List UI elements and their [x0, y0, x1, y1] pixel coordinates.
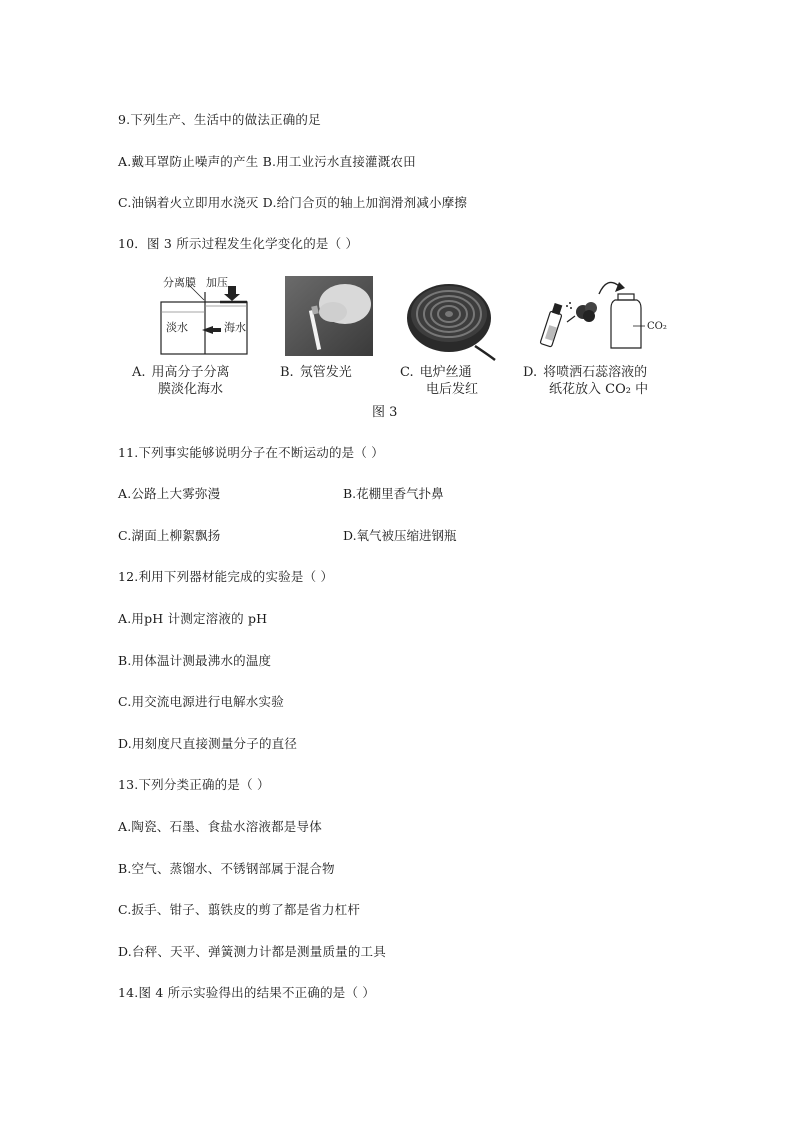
q12-option-a: A.用pH 计测定溶液的 pH: [118, 611, 268, 626]
caption-b: B. 氖管发光: [280, 365, 352, 380]
q12-option-c: C.用交流电源进行电解水实验: [118, 694, 284, 709]
label-membrane: 分离膜: [163, 276, 196, 289]
q13-option-b: B.空气、蒸馏水、不锈钢部属于混合物: [118, 861, 335, 876]
caption-a: A. 用高分子分离 膜淡化海水: [132, 365, 230, 397]
electric-stove-photo: [405, 276, 497, 362]
q13-option-c: C.扳手、钳子、翦铁皮的剪了都是省力杠杆: [118, 902, 361, 917]
caption-d: D. 将喷洒石蕊溶液的 纸花放入 CO₂ 中: [523, 365, 649, 397]
caption-c: C. 电炉丝通 电后发红: [400, 365, 479, 397]
figure-caption: 图 3: [372, 405, 398, 420]
q13-stem: 13.下列分类正确的是（ ）: [118, 777, 270, 792]
figure-3: [130, 272, 675, 422]
q12-option-d: D.用刻度尺直接测量分子的直径: [118, 736, 298, 751]
q11-stem: 11.下列事实能够说明分子在不断运动的是（ ）: [118, 445, 384, 460]
q9-options-line1: A.戴耳罩防止噪声的产生 B.用工业污水直接灌溉农田: [118, 154, 416, 169]
q12-stem: 12.利用下列器材能完成的实验是（ ）: [118, 569, 334, 584]
q11-option-a: A.公路上大雾弥漫: [118, 486, 221, 501]
label-co2: CO₂: [647, 321, 667, 332]
neon-tube-photo: [285, 276, 373, 356]
q10-stem: 10．图 3 所示过程发生化学变化的是（ ）: [118, 236, 359, 251]
q13-option-a: A.陶瓷、石墨、食盐水溶液都是导体: [118, 819, 322, 834]
q13-option-d: D.台秤、天平、弹簧测力计都是测量质量的工具: [118, 944, 386, 959]
q9-options-line2: C.油锅着火立即用水浇灭 D.给门合页的轴上加润滑剂减小摩擦: [118, 195, 468, 210]
q14-stem: 14.图 4 所示实验得出的结果不正确的是（ ）: [118, 985, 376, 1000]
q11-option-d: D.氧气被压缩进钢瓶: [343, 528, 457, 543]
label-pressure: 加压: [206, 276, 228, 289]
q11-option-c: C.湖面上柳絮飘扬: [118, 528, 221, 543]
label-fresh-water: 淡水: [166, 321, 188, 334]
q9-stem: 9.下列生产、生活中的做法正确的足: [118, 112, 321, 127]
litmus-flower-diagram: [535, 272, 670, 358]
q11-option-b: B.花棚里香气扑鼻: [343, 486, 444, 501]
q12-option-b: B.用体温计测最沸水的温度: [118, 653, 272, 668]
label-sea-water: 海水: [224, 321, 246, 334]
